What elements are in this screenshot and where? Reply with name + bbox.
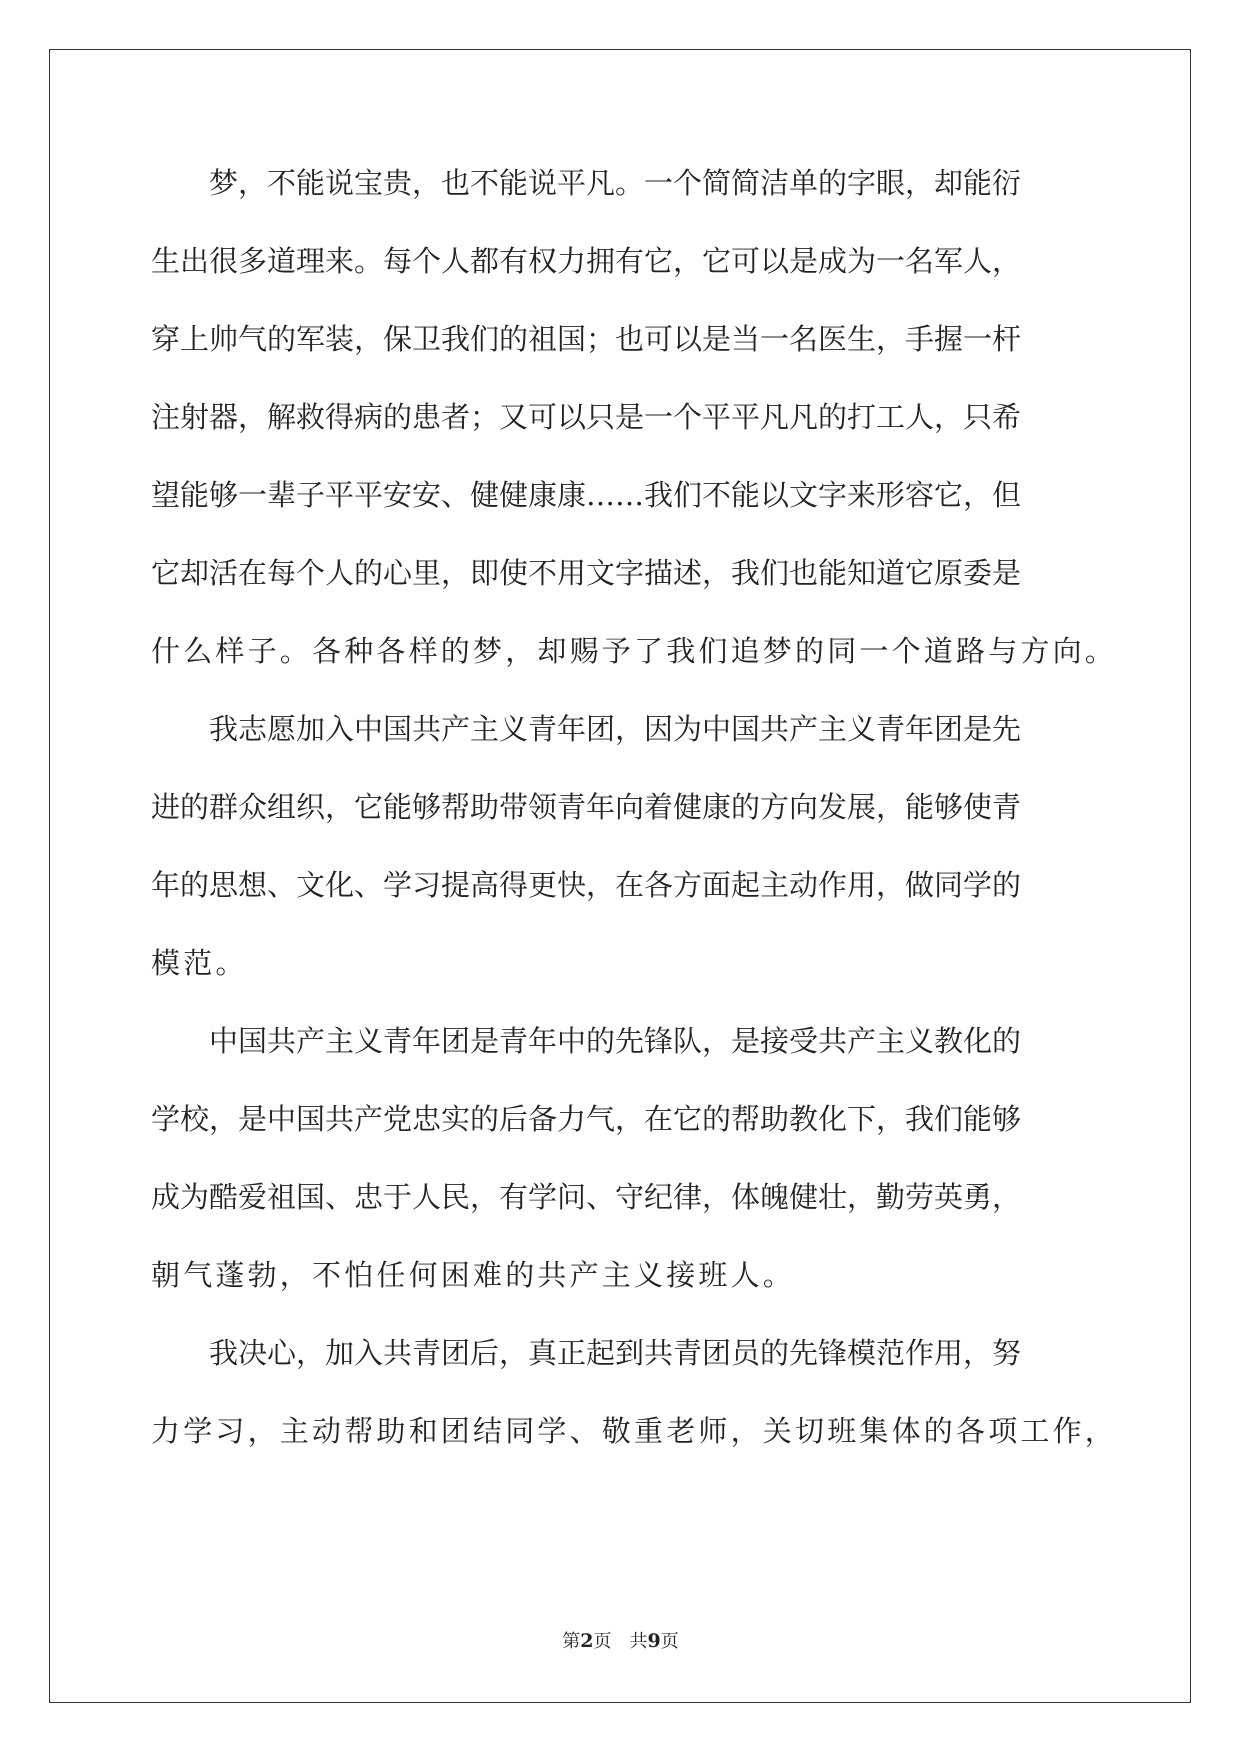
total-page-number: 9 — [647, 1630, 661, 1652]
total-label-suffix: 页 — [660, 1631, 679, 1652]
text-line: 我决心，加入共青团后，真正起到共青团员的先锋模范作用，努 — [209, 1336, 1022, 1370]
text-line: 模范。 — [151, 946, 248, 980]
current-page-number: 2 — [580, 1630, 594, 1652]
text-line: 学校，是中国共产党忠实的后备力气，在它的帮助教化下，我们能够 — [151, 1102, 1022, 1136]
text-line: 成为酷爱祖国、忠于人民，有学问、守纪律，体魄健壮，勤劳英勇， — [151, 1180, 1022, 1214]
text-line: 我志愿加入中国共产主义青年团，因为中国共产主义青年团是先 — [209, 712, 1022, 746]
text-line: 注射器，解救得病的患者；又可以只是一个平平凡凡的打工人，只希 — [151, 400, 1022, 434]
text-line: 穿上帅气的军装，保卫我们的祖国；也可以是当一名医生，手握一杆 — [151, 322, 1022, 356]
text-line: 进的群众组织，它能够帮助带领青年向着健康的方向发展，能够使青 — [151, 790, 1022, 824]
text-line: 朝气蓬勃，不怕任何困难的共产主义接班人。 — [151, 1258, 796, 1292]
text-line: 什么样子。各种各样的梦，却赐予了我们追梦的同一个道路与方向。 — [151, 634, 1118, 668]
text-line: 年的思想、文化、学习提高得更快，在各方面起主动作用，做同学的 — [151, 868, 1022, 902]
document-body — [151, 161, 1118, 1487]
total-label-prefix: 共 — [629, 1631, 648, 1652]
page-label-suffix: 页 — [593, 1631, 612, 1652]
text-line: 梦，不能说宝贵，也不能说平凡。一个简简洁单的字眼，却能衍 — [209, 166, 1022, 200]
text-line: 它却活在每个人的心里，即使不用文字描述，我们也能知道它原委是 — [151, 556, 1022, 590]
text-line: 中国共产主义青年团是青年中的先锋队，是接受共产主义教化的 — [209, 1024, 1022, 1058]
page-footer — [0, 1627, 1241, 1653]
text-line: 生出很多道理来。每个人都有权力拥有它，它可以是成为一名军人， — [151, 244, 1022, 278]
page-label-prefix: 第 — [562, 1631, 581, 1652]
text-line: 力学习，主动帮助和团结同学、敬重老师，关切班集体的各项工作， — [151, 1414, 1118, 1448]
text-line: 望能够一辈子平平安安、健健康康……我们不能以文字来形容它，但 — [151, 478, 1022, 512]
